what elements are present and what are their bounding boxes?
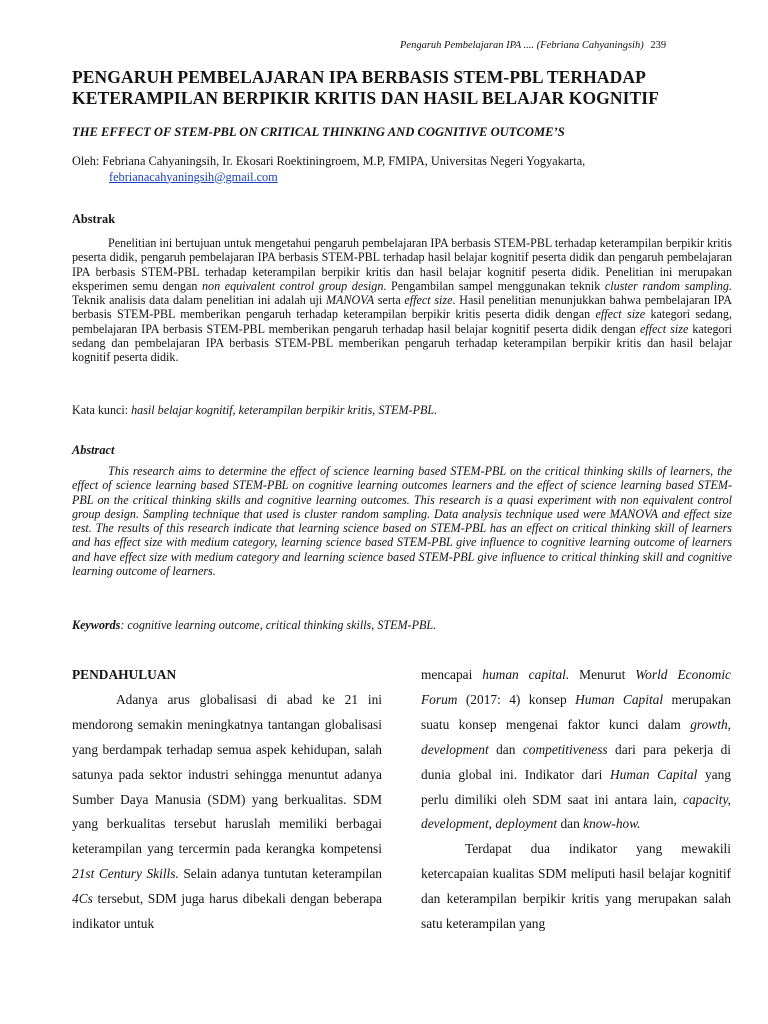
author-line: Oleh: Febriana Cahyaningsih, Ir. Ekosari Roektiningroem, M.P, FMIPA, Universitas Negeri Yogyakarta, <box>72 154 586 168</box>
paper-title <box>72 67 732 109</box>
kata-kunci-line <box>72 403 732 418</box>
pendahuluan-paragraph-1: Adanya arus globalisasi di abad ke 21 ini mendorong semakin meningkatnya tantangan globalisasi yang berdampak terhadap semua aspek kehidupan, salah satunya pada sektor industri sehingga menuntut adanya Sumber Daya Manusia (SDM) yang berkualitas. SDM yang berkualitas tersebut haruslah memiliki berbagai keterampilan yang tercermin pada kerangka kompetensi 21st Century Skills. Selain adanya tuntutan keterampilan 4Cs tersebut, SDM juga harus dibekali dengan beberapa indikator untuk <box>72 691 382 932</box>
author-email-link[interactable]: febrianacahyaningsih@gmail.com <box>109 169 278 184</box>
pendahuluan-paragraph-3: Terdapat dua indikator yang mewakili ketercapaian kualitas SDM meliputi hasil belajar kognitif dan keterampilan berpikir kritis yang merupakan salah satu keterampilan yang <box>421 841 731 932</box>
kata-kunci-label: Kata kunci: <box>72 403 132 417</box>
keywords-line <box>72 618 732 633</box>
keywords-value: : cognitive learning outcome, critical thinking skills, STEM-PBL. <box>120 618 437 632</box>
paper-title-line-2: KETERAMPILAN BERPIKIR KRITIS DAN HASIL BELAJAR KOGNITIF <box>72 88 659 108</box>
abstrak-paragraph: Penelitian ini bertujuan untuk mengetahui pengaruh pembelajaran IPA berbasis STEM-PBL terhadap keterampilan berpikir kritis peserta didik, pengaruh pembelajaran IPA berbasis STEM-PBL terhadap hasil belajar kognitif peserta didik dan pengaruh pembelajaran IPA berbasis STEM-PBL terhadap keterampilan berpikir kritis dan hasil belajar kognitif peserta didik. Penelitian ini merupakan eksperimen semu dengan non equivalent control group design. Pengambilan sampel menggunakan teknik cluster random sampling. Teknik analisis data dalam penelitian ini adalah uji MANOVA serta effect size. Hasil penelitian menunjukkan bahwa pembelajaran IPA berbasis STEM-PBL memberikan pengaruh terhadap keterampilan berpikir kritis peserta didik dengan effect size kategori sedang, pembelajaran IPA berbasis STEM-PBL memberikan pengaruh terhadap hasil belajar kognitif peserta didik dengan effect size kategori sedang dan pembelajaran IPA berbasis STEM-PBL memberikan pengaruh terhadap keterampilan berpikir kritis dan hasil belajar kognitif peserta didik. <box>72 236 732 365</box>
keywords-label: Keywords <box>72 618 121 632</box>
abstract-paragraph: This research aims to determine the effect of science learning based STEM-PBL on the critical thinking skills of learners, the effect of science learning based STEM-PBL on cognitive learning outcomes learners and the effect of science learning based STEM-PBL on the critical thinking skills and cognitive learning outcomes. This research is a quasi experiment with non equivalent control group design. Sampling technique that used is cluster random sampling. Data analysis technique used were MANOVA and effect size test. The results of this research indicate that learning science based on STEM-PBL has an effect on critical thinking skill of learners and has effect size with medium category, learning science based STEM-PBL give influence to cognitive learning outcome of learners and have effect size with medium category and learning science based STEM-PBL give influence to critical thinking skill and cognitive learning outcome of learners. <box>72 464 732 579</box>
body-column-left <box>72 663 382 937</box>
abstract-heading: Abstract <box>72 443 115 457</box>
english-title: THE EFFECT OF STEM-PBL ON CRITICAL THINKING AND COGNITIVE OUTCOME’S <box>72 125 565 139</box>
author-block <box>72 154 732 185</box>
paper-title-line-1: PENGARUH PEMBELAJARAN IPA BERBASIS STEM-PBL TERHADAP <box>72 67 646 87</box>
running-head <box>400 40 740 51</box>
pendahuluan-paragraph-2: mencapai human capital. Menurut World Economic Forum (2017: 4) konsep Human Capital merupakan suatu konsep mengenai faktor kunci dalam growth, development dan competitiveness dari para pekerja di dunia global ini. Indikator dari Human Capital yang perlu dimiliki oleh SDM saat ini antara lain, capacity, development, deployment dan know-how. <box>421 667 732 832</box>
page-number: 239 <box>650 40 667 51</box>
pendahuluan-heading: PENDAHULUAN <box>72 667 177 682</box>
body-column-right <box>421 663 731 937</box>
kata-kunci-value: hasil belajar kognitif, keterampilan berpikir kritis, STEM-PBL. <box>131 403 438 417</box>
abstrak-heading: Abstrak <box>72 212 116 226</box>
running-head-text: Pengaruh Pembelajaran IPA .... (Febriana Cahyaningsih) <box>400 40 644 51</box>
